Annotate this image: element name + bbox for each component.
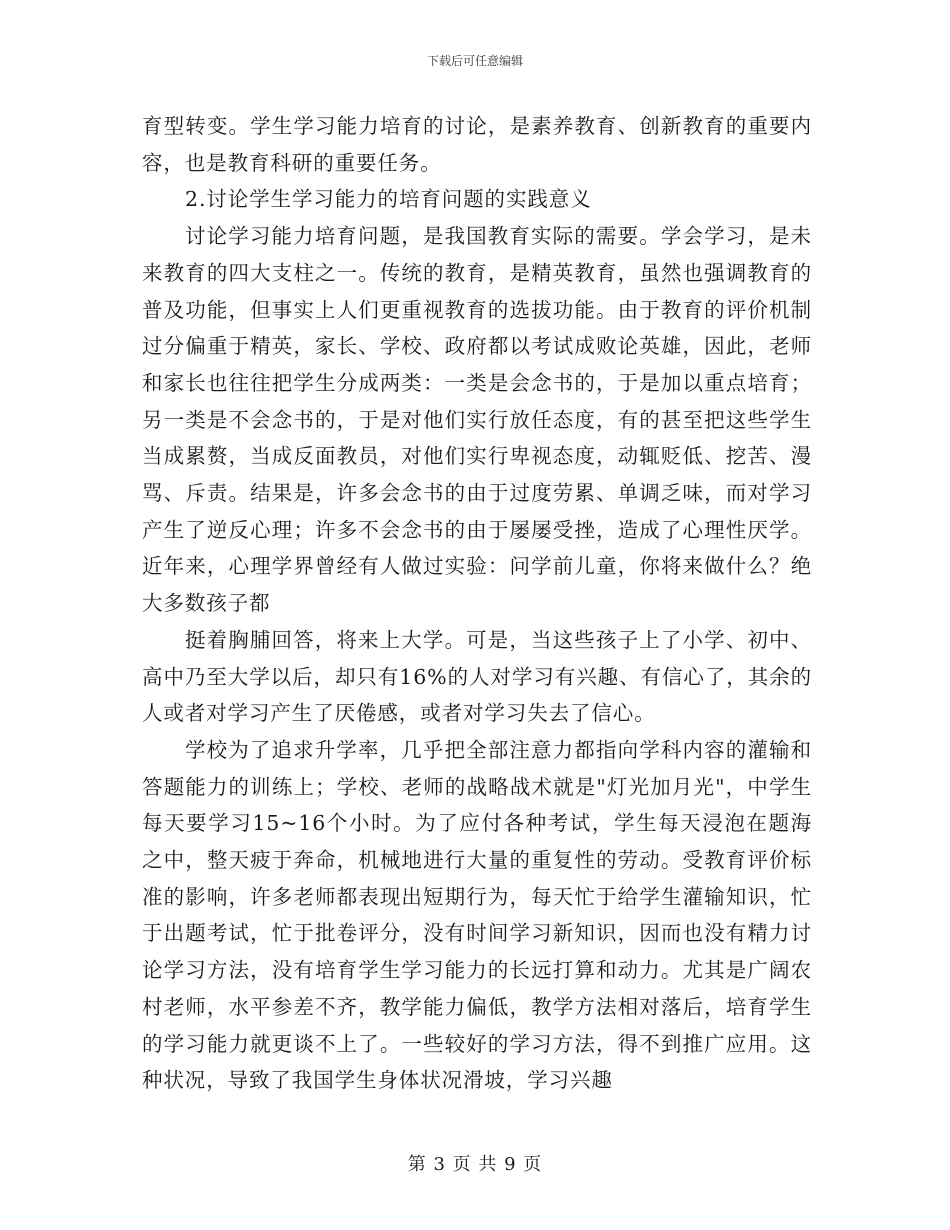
section-heading: 2.讨论学生学习能力的培育问题的实践意义: [185, 187, 592, 212]
body-paragraph: 挺着胸脯回答，将来上大学。可是，当这些孩子上了小学、初中、高中乃至大学以后，却只有16%的人对学习有兴趣、有信心了，其余的人或者对学习产生了厌倦感，或者对学习失去了信心。: [142, 627, 812, 726]
document-body: [142, 108, 812, 1099]
page-number: 第 3 页 共 9 页: [407, 1154, 543, 1175]
body-paragraph: 学校为了追求升学率，几乎把全部注意力都指向学科内容的灌输和答题能力的训练上；学校、老师的战略战术就是"灯光加月光"，中学生每天要学习15~16个小时。为了应付各种考试，学生每天浸泡在题海之中，整天疲于奔命，机械地进行大量的重复性的劳动。受教育评价标准的影响，许多老师都表现出短期行为，每天忙于给学生灌输知识，忙于出题考试，忙于批卷评分，没有时间学习新知识，因而也没有精力讨论学习方法，没有培育学生学习能力的长远打算和动力。尤其是广阔农村老师，水平参差不齐，教学能力偏低，教学方法相对落后，培育学生的学习能力就更谈不上了。一些较好的学习方法，得不到推广应用。这种状况，导致了我国学生身体状况滑坡，学习兴趣: [142, 737, 812, 1093]
page-header: 下载后可任意编辑: [426, 54, 523, 68]
body-paragraph: 育型转变。学生学习能力培育的讨论，是素养教育、创新教育的重要内容，也是教育科研的重要任务。: [142, 114, 812, 175]
body-paragraph: 讨论学习能力培育问题，是我国教育实际的需要。学会学习，是未来教育的四大支柱之一。传统的教育，是精英教育，虽然也强调教育的普及功能，但事实上人们更重视教育的选拔功能。由于教育的评价机制过分偏重于精英，家长、学校、政府都以考试成败论英雄，因此，老师和家长也往往把学生分成两类：一类是会念书的，于是加以重点培育；另一类是不会念书的，于是对他们实行放任态度，有的甚至把这些学生当成累赘，当成反面教员，对他们实行卑视态度，动辄贬低、挖苦、漫骂、斥责。结果是，许多会念书的由于过度劳累、单调乏味，而对学习产生了逆反心理；许多不会念书的由于屡屡受挫，造成了心理性厌学。近年来，心理学界曾经有人做过实验：问学前儿童，你将来做什么？绝大多数孩子都: [142, 224, 812, 616]
